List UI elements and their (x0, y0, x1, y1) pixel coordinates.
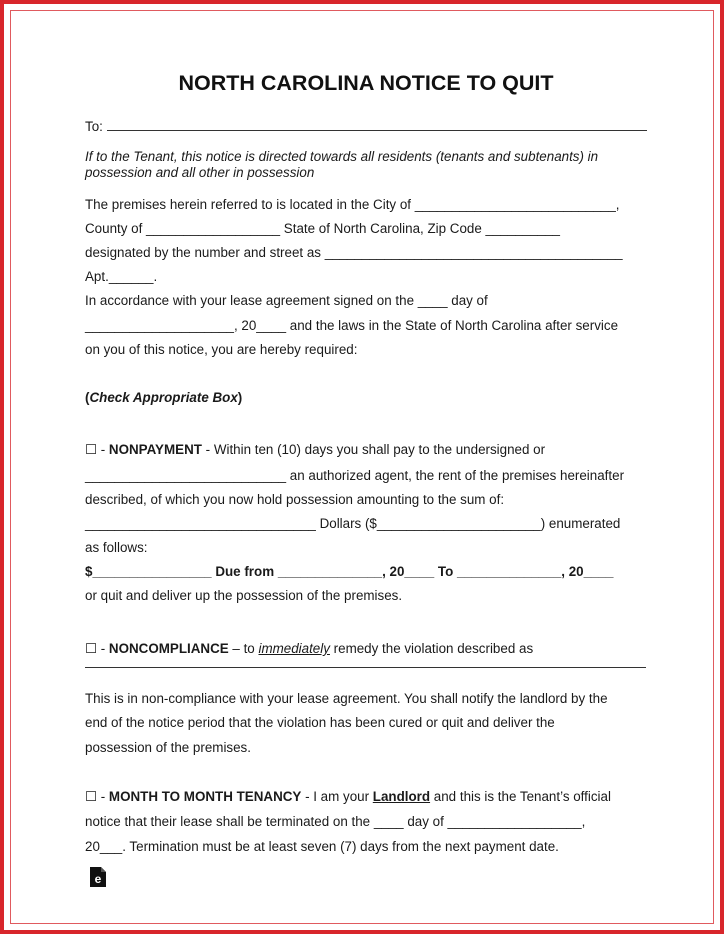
month-to-month-heading: MONTH TO MONTH TENANCY (108, 789, 302, 804)
nonpayment-line-3: described, of which you now hold possession amounting to the sum of: (85, 492, 505, 507)
check-box-label: Check Appropriate Box (89, 390, 238, 405)
logo-letter: e (94, 872, 102, 886)
nonpayment-line-1 (85, 442, 545, 458)
document-title: NORTH CAROLINA NOTICE TO QUIT (178, 71, 554, 95)
nonpayment-line-5: as follows: (85, 540, 148, 555)
month-to-month-part-1: - I am your (301, 789, 373, 804)
nonpayment-line-2: ___________________________ an authorized agent, the rent of the premises hereinafter (85, 468, 625, 483)
paren-open: ( (85, 390, 90, 405)
paren-close: ) (237, 390, 243, 405)
lease-line-3: on you of this notice, you are hereby required: (85, 342, 358, 357)
premises-line-2: County of __________________ State of North Carolina, Zip Code __________ (85, 221, 560, 236)
page-inner-border (10, 10, 714, 924)
landlord-emphasis: Landlord (372, 789, 431, 804)
intro-line-2: possession and all other in possession (85, 165, 315, 180)
intro-line-1: If to the Tenant, this notice is directed towards all residents (tenants and subtenants) in (85, 149, 599, 164)
nonpayment-line-1-text: - Within ten (10) days you shall pay to the undersigned or (201, 442, 546, 457)
lease-line-2: ____________________, 20____ and the laws in the State of North Carolina after service (85, 318, 619, 333)
to-label: To: (85, 119, 103, 134)
noncompliance-heading: NONCOMPLIANCE (108, 641, 229, 656)
noncompliance-line-4: possession of the premises. (85, 740, 251, 755)
noncompliance-emphasis: immediately (258, 641, 330, 656)
noncompliance-line-3: end of the notice period that the violation has been cured or quit and deliver the (85, 715, 555, 730)
month-to-month-dash: - (97, 789, 109, 804)
noncompliance-line-1-text: remedy the violation described as (329, 641, 534, 656)
nonpayment-line-4: _______________________________ Dollars ($______________________) enumerated (85, 516, 621, 531)
noncompliance-checkbox[interactable]: ☐ (85, 641, 98, 656)
premises-line-4: Apt.______. (85, 269, 158, 284)
noncompliance-dash: - (97, 641, 109, 656)
month-to-month-part-2: and this is the Tenant’s official (430, 789, 611, 804)
nonpayment-heading: NONPAYMENT (108, 442, 202, 457)
violation-blank-line (85, 667, 646, 668)
noncompliance-line-2: This is in non-compliance with your lease agreement. You shall notify the landlord by the (85, 691, 608, 706)
month-to-month-line-3: 20___. Termination must be at least seven (7) days from the next payment date. (85, 839, 559, 854)
noncompliance-line-1 (85, 641, 533, 657)
check-box-instruction (85, 390, 242, 406)
premises-line-1: The premises herein referred to is located in the City of ___________________________, (85, 197, 620, 212)
lease-line-1: In accordance with your lease agreement signed on the ____ day of (85, 293, 488, 308)
premises-line-3: designated by the number and street as ________________________________________ (85, 245, 623, 260)
to-blank-line (107, 116, 647, 131)
month-to-month-line-2: notice that their lease shall be terminated on the ____ day of __________________, (85, 814, 586, 829)
nonpayment-dash: - (97, 442, 109, 457)
nonpayment-checkbox[interactable]: ☐ (85, 442, 98, 457)
month-to-month-line-1 (85, 789, 611, 805)
month-to-month-checkbox[interactable]: ☐ (85, 789, 98, 804)
to-row (85, 116, 647, 135)
noncompliance-to: – to (228, 641, 259, 656)
eforms-logo-icon (89, 866, 107, 888)
nonpayment-line-7: or quit and deliver up the possession of the premises. (85, 588, 403, 603)
nonpayment-line-6: $________________ Due from ______________, 20____ To ______________, 20____ (85, 564, 614, 579)
